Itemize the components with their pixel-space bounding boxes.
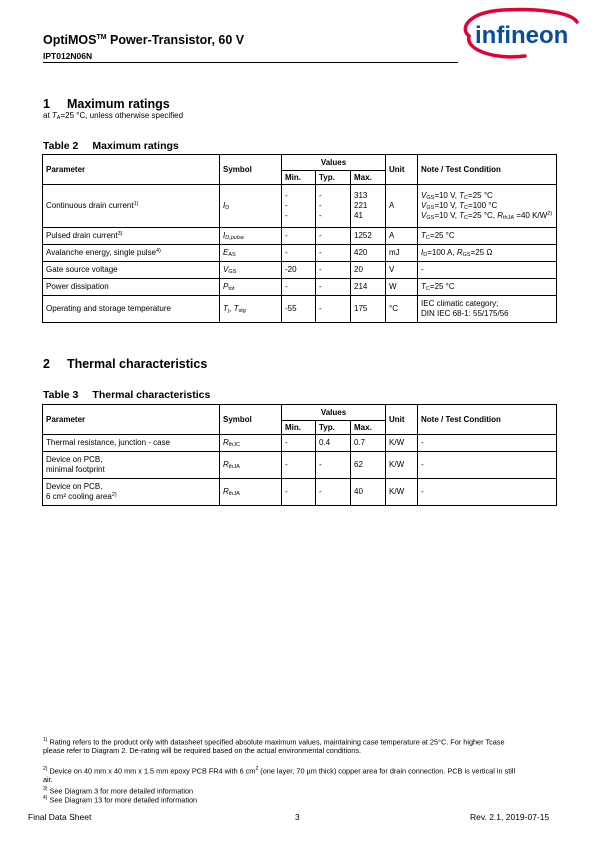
col-header-parameter: Parameter <box>43 405 220 435</box>
table-row: Device on PCB, minimal footprint RthJA - - 62 K/W - <box>43 452 557 479</box>
col-header-values: Values <box>282 155 386 171</box>
thermal-characteristics-table: Parameter Symbol Values Unit Note / Test Condition Min. Typ. Max. Thermal resistance, junction - case RthJC - 0.4 0.7 K/W - Device on PCB, minimal footprint RthJA - - 62 K/W - Device on PCB, 6 cm² cooling area$^{2)}$ RthJA - - 40 K/W - <box>42 404 557 506</box>
symbol-cell: ID <box>220 185 282 228</box>
footnote-4: $^{4)}$ See Diagram 13 for more detailed information <box>43 795 198 805</box>
part-number: IPT012N06N <box>43 51 93 61</box>
document-title: OptiMOS™ Power-Transistor, 60 V <box>43 33 245 47</box>
table-2-title: Table 2 Maximum ratings <box>43 140 179 152</box>
col-header-note: Note / Test Condition <box>418 405 557 435</box>
col-header-unit: Unit <box>386 405 418 435</box>
table-row: Power dissipation Ptot - - 214 W TC=25 °C <box>43 279 557 296</box>
footnote-3: $^{3)}$ See Diagram 3 for more detailed information <box>43 786 194 796</box>
table-row <box>43 185 557 228</box>
section-1-heading: 1 Maximum ratings <box>43 97 170 111</box>
min-cell: - - - <box>282 185 316 228</box>
page-number: 3 <box>295 812 300 822</box>
section-1-subtitle: at TA=25 °C, unless otherwise specified <box>43 111 184 121</box>
table-row: Thermal resistance, junction - case RthJC - 0.4 0.7 K/W - <box>43 435 557 452</box>
col-header-parameter: Parameter <box>43 155 220 185</box>
table-row: Gate source voltage VGS -20 - 20 V - <box>43 262 557 279</box>
table-row: Pulsed drain current$^{3)}$ ID,pulse - - 1252 A TC=25 °C <box>43 228 557 245</box>
footer-left: Final Data Sheet <box>28 812 92 822</box>
table-3-title: Table 3 Thermal characteristics <box>43 389 211 401</box>
param-cell: Continuous drain current$^{1)}$ <box>43 185 220 228</box>
col-header-min: Min. <box>282 171 316 185</box>
table-row: Avalanche energy, single pulse$^{4)}$ EAS - - 420 mJ ID=100 A, RGS=25 Ω <box>43 245 557 262</box>
note-cell: VGS=10 V, TC=25 °C VGS=10 V, TC=100 °C VGS=10 V, TC=25 °C, RthJA =40 $K/W^{2)}$ <box>418 185 557 228</box>
col-header-unit: Unit <box>386 155 418 185</box>
col-header-max: Max. <box>351 171 386 185</box>
footnote-1: $^{1)}$ Rating refers to the product only with datasheet specified absolute maximum values, maintaining case temperature at 25°C. For higher Tcase please refer to Diagram 2. De-rating will be required based on the actual environmental conditions. <box>43 737 505 756</box>
section-2-heading: 2 Thermal characteristics <box>43 357 208 371</box>
footnote-2: $^{2)}$ Device on 40 mm x 40 mm x 1.5 mm epoxy PCB FR4 with 6 $cm^2$ (one layer, 70 µm thick) copper area for drain connection. PCB is vertical in still air. <box>43 766 516 785</box>
col-header-symbol: Symbol <box>220 155 282 185</box>
col-header-note: Note / Test Condition <box>418 155 557 185</box>
unit-cell: A <box>386 185 418 228</box>
col-header-symbol: Symbol <box>220 405 282 435</box>
typ-cell: - - - <box>316 185 351 228</box>
table-row: Device on PCB, 6 cm² cooling area$^{2)}$ RthJA - - 40 K/W - <box>43 479 557 506</box>
table-row: Operating and storage temperature Tj, Tstg -55 - 175 °C IEC climatic category; DIN IEC 68-1: 55/175/56 <box>43 296 557 323</box>
col-header-typ: Typ. <box>316 171 351 185</box>
footer-revision: Rev. 2.1, 2019-07-15 <box>470 812 550 822</box>
col-header-values: Values <box>282 405 386 421</box>
logo-text: infineon <box>475 22 569 49</box>
max-cell: 313 221 41 <box>351 185 386 228</box>
maximum-ratings-table <box>42 154 557 323</box>
infineon-logo <box>455 6 581 62</box>
header-divider <box>43 62 458 63</box>
